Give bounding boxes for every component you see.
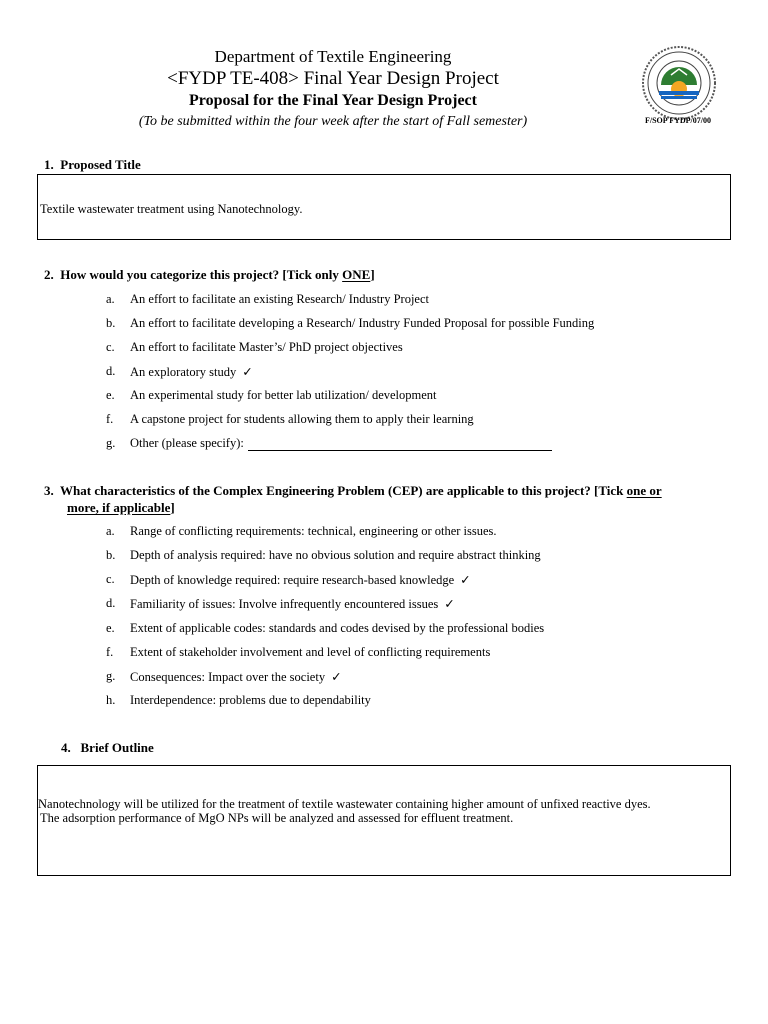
option-text: Familiarity of issues: Involve infrequently encountered issues <box>130 597 439 611</box>
option-letter: d. <box>106 364 116 378</box>
section-1-label: Proposed Title <box>60 157 141 172</box>
proposal-heading: Proposal for the Final Year Design Project <box>189 92 477 109</box>
section-1-number: 1. <box>44 157 54 172</box>
section-1-title <box>44 157 141 173</box>
section-4-number: 4. <box>61 740 71 755</box>
university-seal-icon <box>641 45 717 121</box>
section-2-question-end: ] <box>370 267 375 282</box>
option-letter: b. <box>106 316 116 330</box>
option-letter: e. <box>106 621 115 635</box>
brief-outline-field[interactable] <box>37 765 731 876</box>
section-3-question <box>44 483 662 499</box>
check-mark-icon: ✓ <box>444 597 455 611</box>
option-text: A capstone project for students allowing them to apply their learning <box>130 412 474 426</box>
section-2-number: 2. <box>44 267 54 282</box>
option-letter: a. <box>106 524 115 538</box>
option-text: Extent of stakeholder involvement and level of conflicting requirements <box>130 645 491 659</box>
option-letter: h. <box>106 693 116 707</box>
option-text: Depth of knowledge required: require research-based knowledge <box>130 573 455 587</box>
option-text: An effort to facilitate developing a Research/ Industry Funded Proposal for possible Funding <box>130 316 595 330</box>
option-letter: e. <box>106 388 115 402</box>
option-text: An effort to facilitate Master’s/ PhD project objectives <box>130 340 403 354</box>
option-letter: f. <box>106 645 114 659</box>
option-text: Depth of analysis required: have no obvious solution and require abstract thinking <box>130 548 541 562</box>
check-mark-icon: ✓ <box>242 365 253 379</box>
option-text: Consequences: Impact over the society <box>130 670 326 684</box>
proposed-title-value: Textile wastewater treatment using Nanotechnology. <box>40 202 303 216</box>
option-text: Other (please specify): <box>130 436 244 450</box>
section-2-question <box>44 267 375 283</box>
check-mark-icon: ✓ <box>331 670 342 684</box>
section-2-question-text: How would you categorize this project? [Tick only <box>60 267 343 282</box>
option-text: An experimental study for better lab utilization/ development <box>130 388 437 402</box>
brief-outline-line-2: The adsorption performance of MgO NPs will be analyzed and assessed for effluent treatment. <box>40 811 514 825</box>
section-2-emphasis: ONE <box>342 267 371 282</box>
option-letter: a. <box>106 292 115 306</box>
brief-outline-line-1: Nanotechnology will be utilized for the treatment of textile wastewater containing higher amount of unfixed reactive dyes. <box>38 797 651 811</box>
section-3-emphasis-2: more, if applicable <box>67 500 171 515</box>
option-letter: b. <box>106 548 116 562</box>
section-3-emphasis-1: one or <box>626 483 662 498</box>
option-letter: f. <box>106 412 114 426</box>
option-letter: c. <box>106 340 115 354</box>
section-4-title <box>61 740 154 756</box>
proposed-title-field[interactable] <box>37 174 731 240</box>
option-letter: g. <box>106 669 116 683</box>
submission-note: (To be submitted within the four week after the start of Fall semester) <box>138 114 528 129</box>
check-mark-icon: ✓ <box>460 573 471 587</box>
option-letter: g. <box>106 436 116 450</box>
option-text: Range of conflicting requirements: technical, engineering or other issues. <box>130 524 497 538</box>
option-text: An effort to facilitate an existing Research/ Industry Project <box>130 292 429 306</box>
option-letter: c. <box>106 572 115 586</box>
other-specify-field[interactable] <box>248 438 552 451</box>
section-4-label: Brief Outline <box>80 740 154 755</box>
option-text: Interdependence: problems due to dependability <box>130 693 371 707</box>
section-3-question-text: What characteristics of the Complex Engineering Problem (CEP) are applicable to this project? [Tick <box>60 483 627 498</box>
option-text: An exploratory study <box>130 365 237 379</box>
option-text: Extent of applicable codes: standards and codes devised by the professional bodies <box>130 621 545 635</box>
form-code: F/SOP FYDP/07/00 <box>645 116 711 125</box>
department-heading: Department of Textile Engineering <box>214 47 452 66</box>
option-letter: d. <box>106 596 116 610</box>
section-3-number: 3. <box>44 483 54 498</box>
section-3-question-cont <box>67 500 175 516</box>
course-heading: <FYDP TE-408> Final Year Design Project <box>167 68 499 89</box>
section-3-question-end: ] <box>170 500 175 515</box>
